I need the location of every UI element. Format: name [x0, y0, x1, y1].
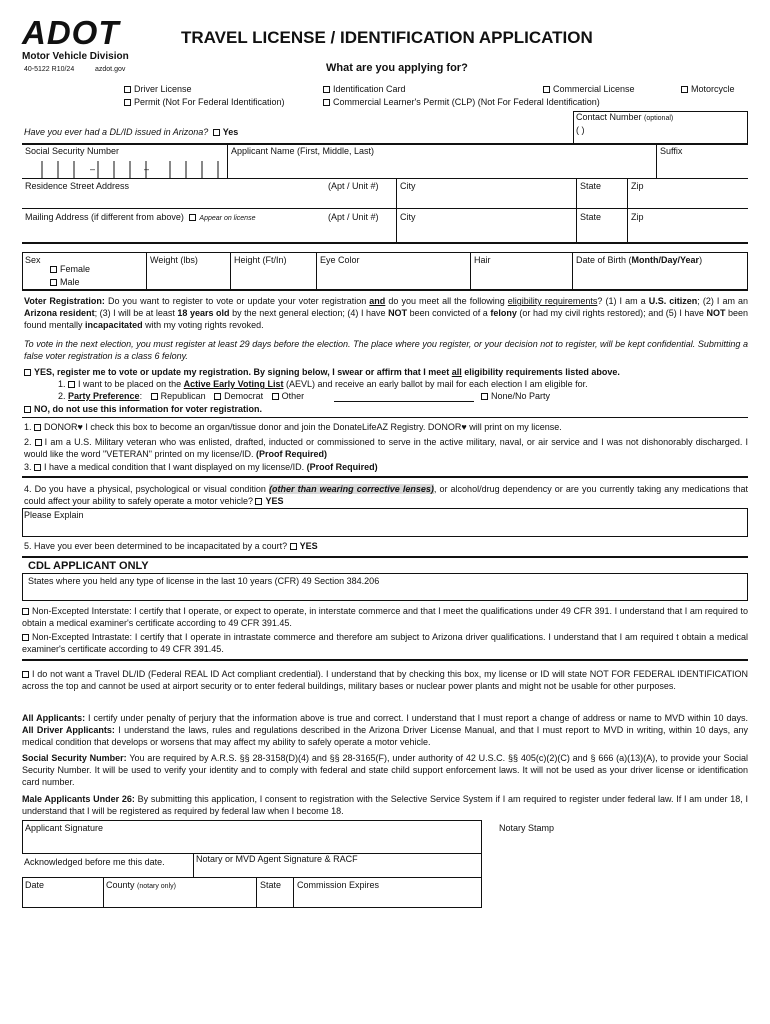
ssn-dash: – [144, 164, 150, 174]
explain-label: Please Explain [24, 510, 84, 520]
applicant-signature-label: Applicant Signature [25, 823, 104, 833]
early-voting-option[interactable]: 1. I want to be placed on the Active Early Voting List (AEVL) and receive an early ballot by mail for each election I am eligible for. [58, 379, 588, 389]
cdl-states-label: States where you held any type of license in the last 10 years (CFR) 49 Section 384.206 [28, 576, 380, 586]
ssn-label: Social Security Number [25, 146, 120, 156]
state-label: State [580, 212, 602, 222]
checkbox[interactable] [22, 634, 29, 641]
cdl-intrastate-option[interactable]: Non-Excepted Intrastate: I certify that I operate in intrastate commerce and therefore am subject to Arizona driver qualifications. I understand that I am required t obtain a medical examiner's certificate according to 49 CFR 391.45. [22, 632, 748, 654]
weight-label: Weight (lbs) [150, 255, 198, 265]
dob-label: Date of Birth (Month/Day/Year) [576, 255, 703, 265]
party-preference: 2. Party Preference: Republican Democrat Other [58, 391, 305, 401]
logo-text: ADOT [22, 14, 120, 51]
condition-yes-checkbox[interactable] [255, 498, 262, 505]
had-dl-question: Have you ever had a DL/ID issued in Arizona? Yes [24, 127, 239, 137]
opt-driver-license[interactable]: Driver License [124, 84, 192, 94]
mailing-label: Mailing Address (if different from above) Appear on license [25, 212, 256, 222]
opt-commercial[interactable]: Commercial License [543, 84, 635, 94]
notary-stamp-label: Notary Stamp [499, 823, 555, 833]
residence-label: Residence Street Address [25, 181, 130, 191]
suffix-label: Suffix [660, 146, 683, 156]
zip-label: Zip [631, 212, 644, 222]
checkbox[interactable] [681, 86, 688, 93]
checkbox[interactable] [24, 406, 31, 413]
ssn-digit-boxes [24, 158, 227, 178]
democrat-checkbox[interactable] [214, 393, 221, 400]
checkbox[interactable] [124, 99, 131, 106]
voter-notice: To vote in the next election, you must register at least 29 days before the election. The place where you register, or your decision not to register, will be kept confidential. Submitting a false voter registration is a class 6 felony. [24, 339, 748, 361]
sex-male[interactable]: Male [50, 277, 80, 287]
contact-paren: ( ) [576, 125, 585, 135]
checkbox[interactable] [543, 86, 550, 93]
had-dl-checkbox[interactable] [213, 129, 220, 136]
checkbox[interactable] [22, 671, 29, 678]
checkbox[interactable] [50, 279, 57, 286]
cdl-title: CDL APPLICANT ONLY [28, 560, 149, 572]
form-number: 40-5122 R10/24 [24, 66, 75, 73]
eye-label: Eye Color [320, 255, 360, 265]
checkbox[interactable] [22, 608, 29, 615]
ssn-field[interactable] [24, 158, 227, 178]
adot-logo [22, 16, 162, 66]
male-applicants-text: Male Applicants Under 26: By submitting this application, I consent to registration with the Selective Service System if I am required to register under federal law. If I am under 18, I understand that I will be registered as required by federal law when I become 18. [22, 794, 748, 816]
incapacitated-yes-checkbox[interactable] [290, 543, 297, 550]
veteran-option[interactable]: 2. I am a U.S. Military veteran who was enlisted, drafted, inducted or commissioned to serve in the active military, naval, or air service and I was not dishonorably discharged. I would like the word "VETERAN" printed on my license/ID. (Proof Required) [24, 437, 748, 459]
contact-label: Contact Number (optional) [576, 112, 674, 122]
checkbox[interactable] [50, 266, 57, 273]
opt-id-card[interactable]: Identification Card [323, 84, 406, 94]
condition-question: 4. Do you have a physical, psychological or visual condition (other than wearing corrective lenses), or alcohol/drug dependency or are you currently taking any medications that could affect your ability to safely operate a motor vehicle? YES [24, 484, 748, 506]
medical-option[interactable]: 3. I have a medical condition that I want displayed on my license/ID. (Proof Required) [24, 462, 378, 472]
checkbox[interactable] [35, 439, 42, 446]
ssn-notice: Social Security Number: You are required by A.R.S. §§ 28-3158(D)(4) and §§ 28-3165(F), under authority of 42 U.S.C. §§ 405(c)(2)(C) and § 666 (a)(13)(A), to provide your Social Security Number. It will be used to verify your identity and to comply with federal and state child support enforcement laws. It will not be used as your driver license or identification card number. [22, 753, 748, 787]
city-label: City [400, 212, 416, 222]
ssn-dash: – [90, 164, 96, 174]
website: azdot.gov [95, 66, 126, 73]
checkbox[interactable] [124, 86, 131, 93]
checkbox[interactable] [68, 381, 75, 388]
city-label: City [400, 181, 416, 191]
zip-label: Zip [631, 181, 644, 191]
checkbox[interactable] [481, 393, 488, 400]
logo-sub: Motor Vehicle Division [22, 51, 129, 62]
sex-female[interactable]: Female [50, 264, 90, 274]
apply-question: What are you applying for? [326, 62, 468, 74]
explain-field[interactable] [22, 508, 748, 537]
hair-label: Hair [474, 255, 491, 265]
state-label: State [580, 181, 602, 191]
all-applicants-text: All Applicants: I certify under penalty of perjury that the information above is true and correct. I understand that I must report a change of address or name to MVD within 10 days. All Driver Applicants: I understand the laws, rules and regulations described in the Arizona Driver License Manual, and that I must report to MVD in writing, within 10 days, any medical condition that develops or worsens that may affect my ability to safely operate a motor vehicle. [22, 713, 748, 747]
checkbox[interactable] [323, 86, 330, 93]
other-checkbox[interactable] [272, 393, 279, 400]
state-label: State [260, 880, 282, 890]
voter-registration-text: Voter Registration: Do you want to register to vote or update your voter registration and do you meet all the following eligibility requirements? (1) I am a U.S. citizen; (2) I am an Arizona resident; (3) I will be at least 18 years old by the next general election; (4) I have NOT been convicted of a felony (or had my civil rights restored); and (5) I have NOT been found mentally incapacitated with my voting rights revoked. [24, 296, 749, 330]
apt-label: (Apt / Unit #) [328, 181, 379, 191]
date-label: Date [25, 880, 45, 890]
opt-permit[interactable]: Permit (Not For Federal Identification) [124, 97, 285, 107]
cdl-interstate-option[interactable]: Non-Excepted Interstate: I certify that I operate, or expect to operate, in interstate commerce and that I meet the qualifications under 49 CFR 391. I understand that I am required to obtain a medical examiner's certificate according to 49 CFR 391.45. [22, 606, 748, 628]
none-party-option[interactable]: None/No Party [481, 391, 550, 401]
checkbox[interactable] [34, 464, 41, 471]
no-travel-id-option[interactable]: I do not want a Travel DL/ID (Federal REAL ID Act compliant credential). I understand that by checking this box, my license or ID will state NOT FOR FEDERAL IDENTIFICATION across the top and cannot be used at airport security or to enter federal buildings, military bases or nuclear power plants and might not be usable for other purposes. [22, 669, 748, 691]
date-county-row [22, 877, 482, 908]
voter-no-option[interactable]: NO, do not use this information for voter registration. [24, 404, 262, 414]
checkbox[interactable] [24, 369, 31, 376]
height-label: Height (Ft/In) [234, 255, 287, 265]
apt-label: (Apt / Unit #) [328, 212, 379, 222]
checkbox[interactable] [323, 99, 330, 106]
county-label: County (notary only) [106, 880, 176, 890]
voter-yes-option[interactable]: YES, register me to vote or update my registration. By signing below, I swear or affirm that I meet all eligibility requirements listed above. [24, 367, 620, 377]
acknowledged-label: Acknowledged before me this date. [24, 857, 165, 867]
incapacitated-question: 5. Have you ever been determined to be incapacitated by a court? YES [24, 541, 318, 551]
notary-signature-label: Notary or MVD Agent Signature & RACF [196, 854, 358, 864]
checkbox[interactable] [34, 424, 41, 431]
opt-clp[interactable]: Commercial Learner's Permit (CLP) (Not For Federal Identification) [323, 97, 600, 107]
sex-label: Sex [25, 255, 41, 265]
appear-checkbox[interactable] [189, 214, 196, 221]
page-title: TRAVEL LICENSE / IDENTIFICATION APPLICATION [181, 28, 593, 47]
applicant-name-label: Applicant Name (First, Middle, Last) [231, 146, 375, 156]
commission-label: Commission Expires [297, 880, 380, 890]
opt-motorcycle[interactable]: Motorcycle [681, 84, 735, 94]
republican-checkbox[interactable] [151, 393, 158, 400]
donor-option[interactable]: 1. DONOR♥ I check this box to become an organ/tissue donor and join the DonateLifeAZ Registry. DONOR♥ will print on my license. [24, 422, 562, 432]
